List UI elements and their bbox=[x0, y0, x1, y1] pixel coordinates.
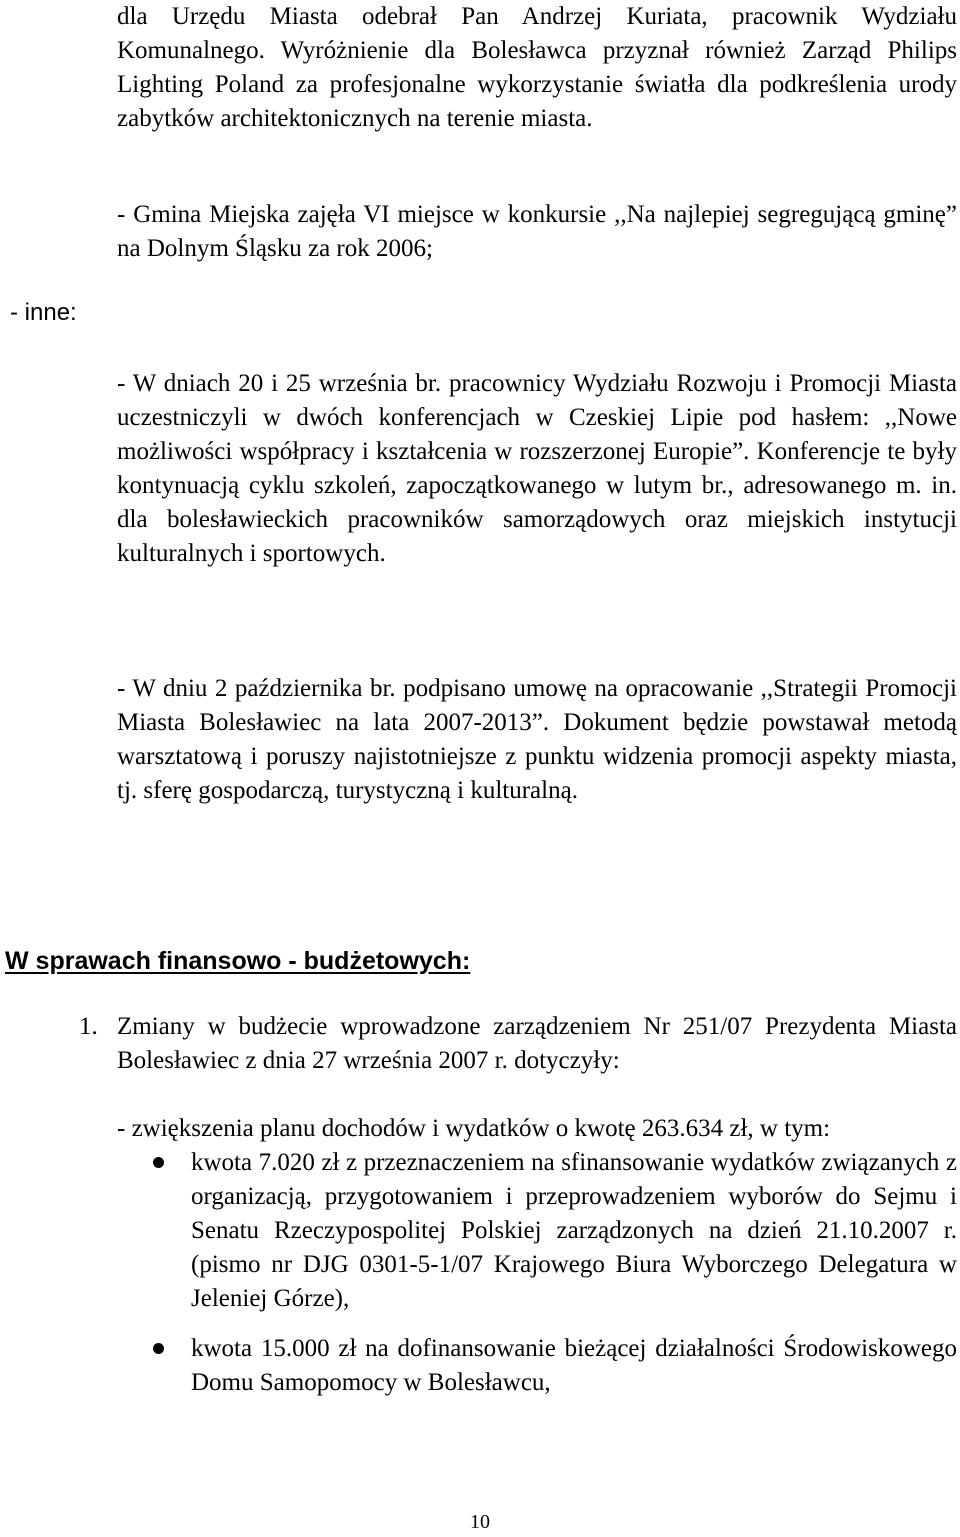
bullet-list bbox=[191, 1146, 957, 1400]
increase-line: - zwiększenia planu dochodów i wydatków o kwotę 263.634 zł, w tym: bbox=[117, 1115, 831, 1142]
award-continuation-paragraph: dla Urzędu Miasta odebrał Pan Andrzej Kuriata, pracownik Wydziału Komunalnego. Wyróżnienie dla Bolesławca przyznał również Zarząd Philips Lighting Poland za profesjonalne wykorzystanie światła dla podkreślenia urody zabytków architektonicznych na terenie miasta. bbox=[117, 3, 957, 132]
bullet-dot-icon bbox=[153, 1157, 164, 1168]
list-item-text: kwota 7.020 zł z przeznaczeniem na sfinansowanie wydatków związanych z organizacją, przygotowaniem i przeprowadzeniem wyborów do Sejmu i Senatu Rzeczypospolitej Polskiej zarządzonych na dzień 21.10.2007 r. (pismo nr DJG 0301-5-1/07 Krajowego Biura Wyborczego Delegatura w Jeleniej Górze), bbox=[191, 1149, 957, 1312]
gmina-ranking-paragraph: - Gmina Miejska zajęła VI miejsce w konkursie ,,Na najlepiej segregującą gminę” na Dolnym Śląsku za rok 2006; bbox=[117, 201, 957, 262]
section-heading: W sprawach finansowo - budżetowych: bbox=[5, 947, 471, 975]
list-item bbox=[191, 1332, 957, 1400]
item-number: 1. bbox=[79, 1013, 98, 1040]
page-number: 10 bbox=[470, 1511, 490, 1533]
inne-label: - inne: bbox=[10, 299, 77, 326]
bullet-dot-icon bbox=[153, 1343, 164, 1354]
conferences-paragraph: - W dniach 20 i 25 września br. pracownicy Wydziału Rozwoju i Promocji Miasta uczestniczyli w dwóch konferencjach w Czeskiej Lipie pod hasłem: ,,Nowe możliwości współpracy i kształcenia w rozszerzonej Europie”. Konferencje te były kontynuacją cyklu szkoleń, zapoczątkowanego w lutym br., adresowanego m. in. dla bolesławieckich pracowników samorządowych oraz miejskich instytucji kulturalnych i sportowych. bbox=[117, 370, 957, 567]
budget-changes-paragraph: Zmiany w budżecie wprowadzone zarządzeniem Nr 251/07 Prezydenta Miasta Bolesławiec z dnia 27 września 2007 r. dotyczyły: bbox=[117, 1013, 957, 1074]
list-item-text: kwota 15.000 zł na dofinansowanie bieżącej działalności Środowiskowego Domu Samopomocy w Bolesławcu, bbox=[191, 1335, 957, 1396]
strategy-paragraph: - W dniu 2 października br. podpisano umowę na opracowanie ,,Strategii Promocji Miasta Bolesławiec na lata 2007-2013”. Dokument będzie powstawał metodą warsztatową i poruszy najistotniejsze z punktu widzenia promocji aspekty miasta, tj. sferę gospodarczą, turystyczną i kulturalną. bbox=[117, 675, 957, 804]
list-item bbox=[191, 1146, 957, 1316]
